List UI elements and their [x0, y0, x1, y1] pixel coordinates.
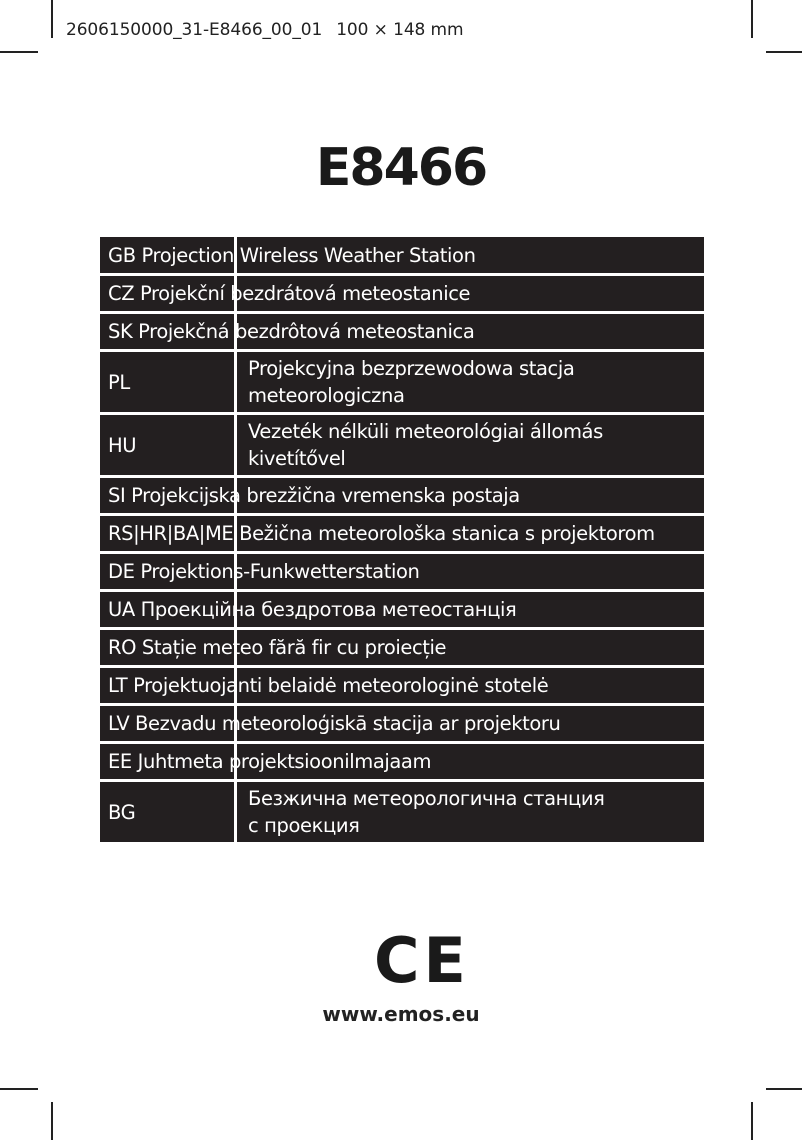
language-row: LT Projektuojanti belaidė meteorologinė stotelė — [100, 668, 704, 703]
crop-mark — [766, 51, 802, 53]
language-row: CZ Projekční bezdrátová meteostanice — [100, 276, 704, 311]
language-row: EE Juhtmeta projektsioonilmajaam — [100, 744, 704, 779]
language-row — [100, 782, 704, 842]
crop-mark — [0, 1088, 38, 1090]
crop-mark — [51, 0, 53, 38]
language-row: RS|HR|BA|ME Bežična meteorološka stanica s projektorom — [100, 516, 704, 551]
print-code — [66, 20, 463, 40]
language-row: GB Projection Wireless Weather Station — [100, 237, 704, 273]
language-desc: Безжична метеорологична станция с проекция — [248, 787, 605, 837]
crop-mark — [751, 1102, 753, 1140]
language-row: RO Stație meteo fără fir cu proiecție — [100, 630, 704, 665]
language-row: LV Bezvadu meteoroloģiskā stacija ar projektoru — [100, 706, 704, 741]
language-code: HU — [108, 433, 137, 457]
language-row: SK Projekčná bezdrôtová meteostanica — [100, 314, 704, 349]
crop-mark — [766, 1088, 802, 1090]
website-link[interactable]: www.emos.eu — [322, 1002, 480, 1026]
crop-mark — [0, 51, 38, 53]
language-desc: Projekcyjna bezprzewodowa stacja meteorologiczna — [248, 357, 575, 407]
language-desc: Vezeték nélküli meteorológiai állomás kivetítővel — [248, 420, 603, 470]
crop-mark — [751, 0, 753, 38]
language-row: DE Projektions-Funkwetterstation — [100, 554, 704, 589]
ce-mark-logo: CE — [374, 924, 470, 997]
crop-mark — [51, 1102, 53, 1140]
page-size: 100 × 148 mm — [336, 20, 464, 40]
language-row — [100, 352, 704, 412]
language-row — [100, 415, 704, 475]
language-code: BG — [108, 800, 136, 824]
language-row: UA Проекційна бездротова метеостанція — [100, 592, 704, 627]
language-code: PL — [108, 370, 130, 394]
language-row: SI Projekcijska brezžična vremenska postaja — [100, 478, 704, 513]
language-table — [100, 237, 704, 845]
file-code: 2606150000_31-E8466_00_01 — [66, 20, 323, 40]
model-title: E8466 — [315, 138, 487, 198]
